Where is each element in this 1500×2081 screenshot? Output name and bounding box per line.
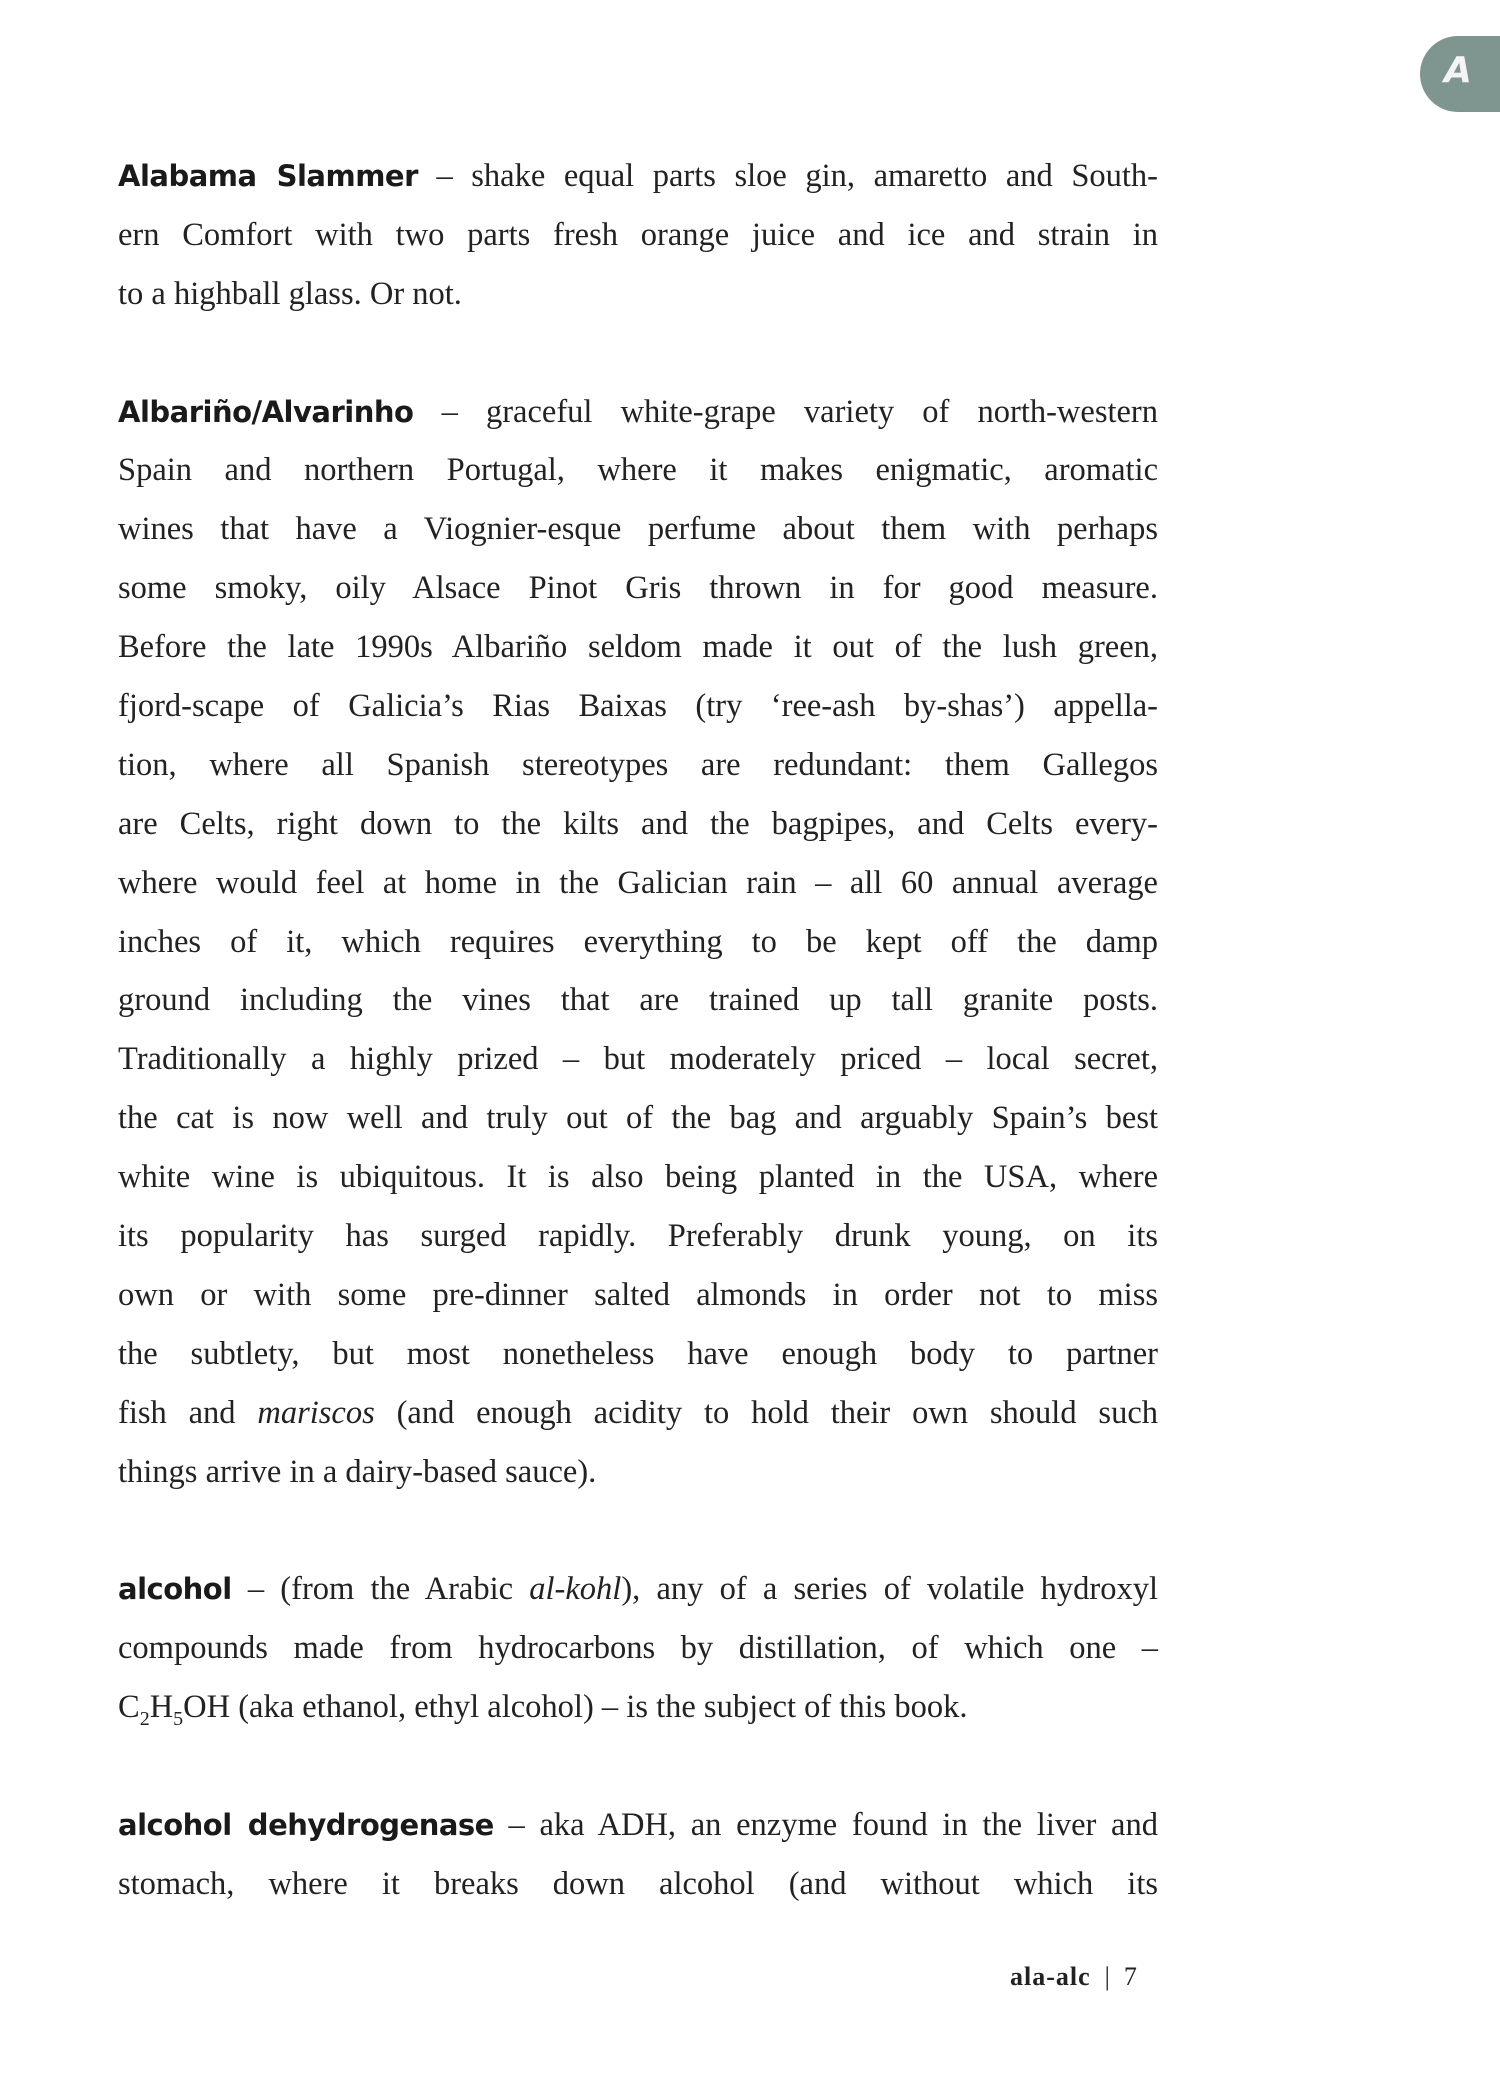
paragraph-gap (118, 1737, 1158, 1796)
section-letter: A (1444, 50, 1472, 91)
text-line (118, 206, 1158, 265)
italic-term: mariscos (257, 1394, 375, 1431)
page-number: 7 (1123, 1962, 1137, 1991)
text-line (118, 1207, 1158, 1266)
text-line (118, 441, 1158, 500)
text-segment: ground including the vines that are trained up tall granite posts. (118, 982, 1158, 1019)
text-segment: the cat is now well and truly out of the bag and arguably Spain’s best (118, 1100, 1158, 1137)
text-segment: fish and (118, 1394, 258, 1431)
text-line (118, 1560, 1158, 1619)
text-segment: – shake equal parts sloe gin, amaretto and South- (417, 158, 1158, 194)
section-thumb-tab (1420, 36, 1500, 112)
text-segment: Spain and northern Portugal, where it makes enigmatic, aromatic (118, 452, 1158, 489)
text-segment: (and enough acidity to hold their own should such (374, 1394, 1158, 1431)
text-line (118, 795, 1158, 854)
text-segment: fjord-scape of Galicia’s Rias Baixas (try ‘ree-ash by-shas’) appella- (118, 688, 1158, 725)
text-segment: wines that have a Viognier-esque perfume about them with perhaps (118, 511, 1158, 548)
text-line (118, 383, 1158, 442)
text-segment: its popularity has surged rapidly. Preferably drunk young, on its (118, 1218, 1158, 1255)
text-line (118, 1443, 1158, 1502)
text-line (118, 854, 1158, 913)
italic-term: al-kohl (529, 1571, 622, 1608)
text-segment: some smoky, oily Alsace Pinot Gris thrown in for good measure. (118, 570, 1158, 607)
text-segment: inches of it, which requires everything to be kept off the damp (118, 923, 1158, 960)
text-segment: the subtlety, but most nonetheless have enough body to partner (118, 1335, 1158, 1372)
text-segment: things arrive in a dairy-based sauce). (118, 1453, 597, 1490)
text-segment: H (149, 1689, 174, 1726)
text-segment: where would feel at home in the Galician rain – all 60 annual average (118, 864, 1158, 901)
text-line (118, 1384, 1158, 1443)
text-segment: white wine is ubiquitous. It is also being planted in the USA, where (118, 1159, 1158, 1196)
text-line (118, 265, 1158, 324)
text-line (118, 1619, 1158, 1678)
text-line (118, 500, 1158, 559)
text-line (118, 1325, 1158, 1384)
text-line (118, 559, 1158, 618)
text-segment: are Celts, right down to the kilts and the bagpipes, and Celts every- (118, 805, 1158, 842)
text-line (118, 677, 1158, 736)
text-line (118, 1148, 1158, 1207)
text-line (118, 1266, 1158, 1325)
running-footer (1010, 1962, 1137, 1992)
text-line (118, 618, 1158, 677)
text-segment: own or with some pre-dinner salted almonds in order not to miss (118, 1276, 1158, 1313)
text-line (118, 736, 1158, 795)
entry-headword: alcohol dehydrogenase (118, 1807, 494, 1842)
text-segment: OH (aka ethanol, ethyl alcohol) – is the subject of this book. (183, 1689, 968, 1726)
text-segment: – graceful white-grape variety of north-western (413, 393, 1158, 430)
text-line (118, 1678, 1158, 1737)
entry-headword: alcohol (118, 1572, 232, 1607)
subscript: 5 (173, 1708, 184, 1731)
text-segment: to a highball glass. Or not. (118, 275, 462, 312)
paragraph-gap (118, 324, 1158, 383)
text-line (118, 1030, 1158, 1089)
text-segment: stomach, where it breaks down alcohol (and without which its (118, 1865, 1158, 1902)
text-line (118, 1089, 1158, 1148)
text-line (118, 1855, 1158, 1914)
text-segment: – (from the Arabic (231, 1571, 530, 1608)
text-segment: Before the late 1990s Albariño seldom made it out of the lush green, (118, 629, 1158, 666)
subscript: 2 (139, 1708, 150, 1731)
entry-headword: Alabama Slammer (118, 159, 418, 193)
footer-section-range: ala-alc (1010, 1962, 1091, 1991)
text-segment: C (118, 1689, 140, 1726)
text-line (118, 147, 1158, 206)
text-segment: tion, where all Spanish stereotypes are redundant: them Gallegos (118, 746, 1158, 783)
entry-headword: Albariño/Alvarinho (118, 394, 414, 429)
page-body (118, 147, 1158, 1914)
text-segment: ), any of a series of volatile hydroxyl (621, 1571, 1158, 1608)
text-segment: Traditionally a highly prized – but moderately priced – local secret, (118, 1041, 1158, 1078)
paragraph-gap (118, 1501, 1158, 1560)
text-segment: ern Comfort with two parts fresh orange juice and ice and strain in (118, 216, 1158, 253)
text-segment: – aka ADH, an enzyme found in the liver and (493, 1806, 1158, 1843)
text-line (118, 913, 1158, 972)
text-line (118, 1796, 1158, 1855)
footer-separator: | (1104, 1962, 1110, 1991)
text-segment: compounds made from hydrocarbons by distillation, of which one – (118, 1630, 1158, 1667)
text-line (118, 971, 1158, 1030)
